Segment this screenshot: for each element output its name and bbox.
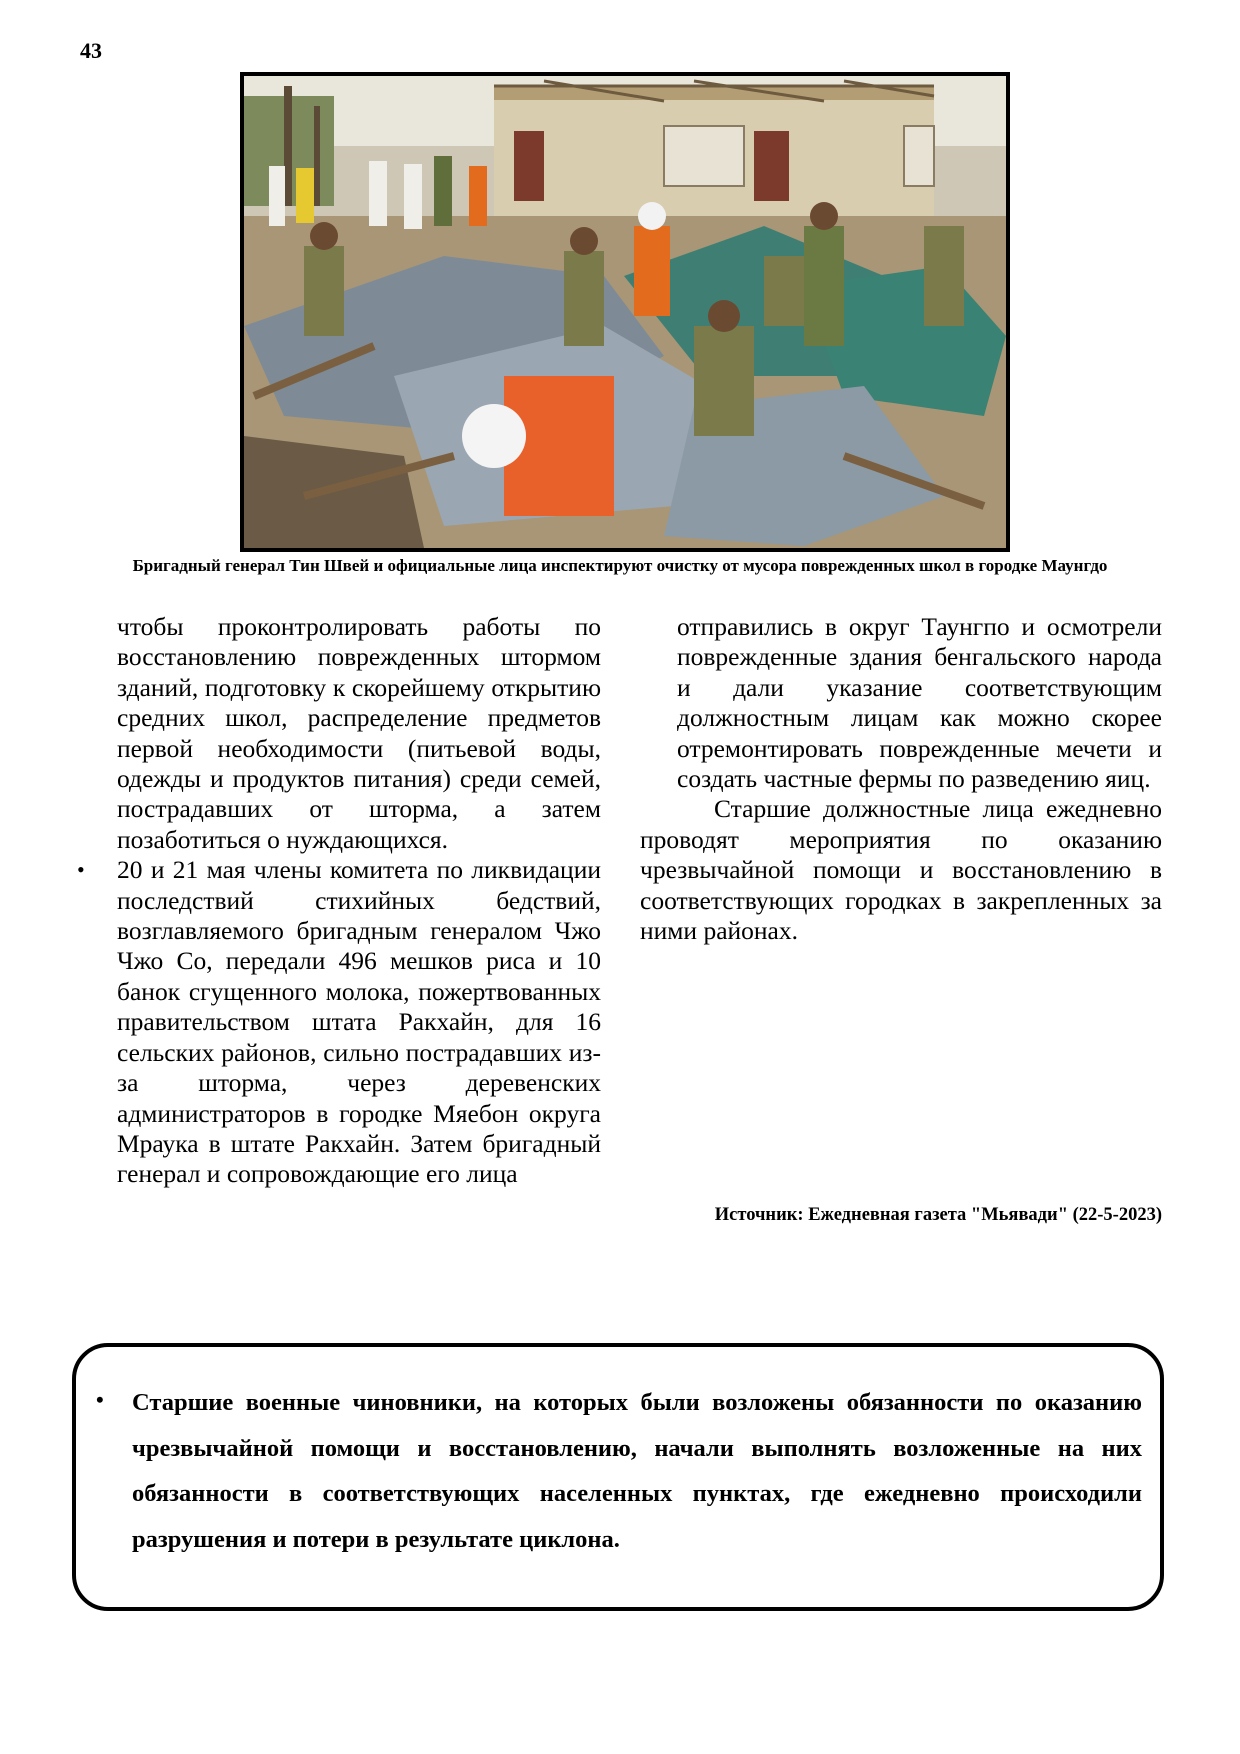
source-citation: Источник: Ежедневная газета "Мьявади" (22-5-2023): [714, 1205, 1162, 1225]
left-column: [77, 612, 601, 1190]
news-photo: [240, 72, 1010, 552]
callout-text: Старшие военные чиновники, на которых были возложены обязанности по оказанию чрезвычайной помощи и восстановлению, начали выполнять возложенные на них обязанности в соответствующих населенных пунктах, где ежедневно происходили разрушения и потери в результате циклона.: [132, 1389, 1142, 1553]
right-column: [640, 612, 1162, 946]
list-item: [77, 855, 601, 1189]
right-continuation-text: отправились в округ Таунгпо и осмотрели поврежденные здания бенгальского народа и дали указание соответствующим должностным лицам как можно скорее отремонтировать поврежденные мечети и создать частные фермы по разведению яиц.: [677, 612, 1162, 794]
bullet-list: [77, 855, 601, 1189]
summary-callout-box: [72, 1343, 1164, 1611]
photo-illustration: [244, 76, 1006, 548]
page-number: 43: [80, 38, 102, 63]
right-paragraph: Старшие должностные лица ежедневно проводят мероприятия по оказанию чрезвычайной помощи и восстановлению в соответствующих городках в закрепленных за ними районах.: [640, 794, 1162, 946]
list-item-text: 20 и 21 мая члены комитета по ликвидации последствий стихийных бедствий, возглавляемого бригадным генералом Чжо Чжо Со, передали 496 мешков риса и 10 банок сгущенного молока, пожертвованных правительством штата Ракхайн, для 16 сельских районов, сильно пострадавших из-за шторма, через деревенских администраторов в городке Мяебон округа Мраука в штате Ракхайн. Затем бригадный генерал и сопровождающие его лица: [117, 855, 601, 1189]
left-continuation-text: чтобы проконтролировать работы по восстановлению поврежденных штормом зданий, подготовку к скорейшему открытию средних школ, распределение предметов первой необходимости (питьевой воды, одежды и продуктов питания) среди семей, пострадавших от шторма, а затем позаботиться о нуждающихся.: [117, 612, 601, 854]
photo-caption: Бригадный генерал Тин Швей и официальные лица инспектируют очистку от мусора поврежденных школ в городке Маунгдо: [132, 556, 1108, 575]
bullet-icon: •: [96, 1387, 104, 1412]
bullet-icon: •: [77, 857, 85, 883]
